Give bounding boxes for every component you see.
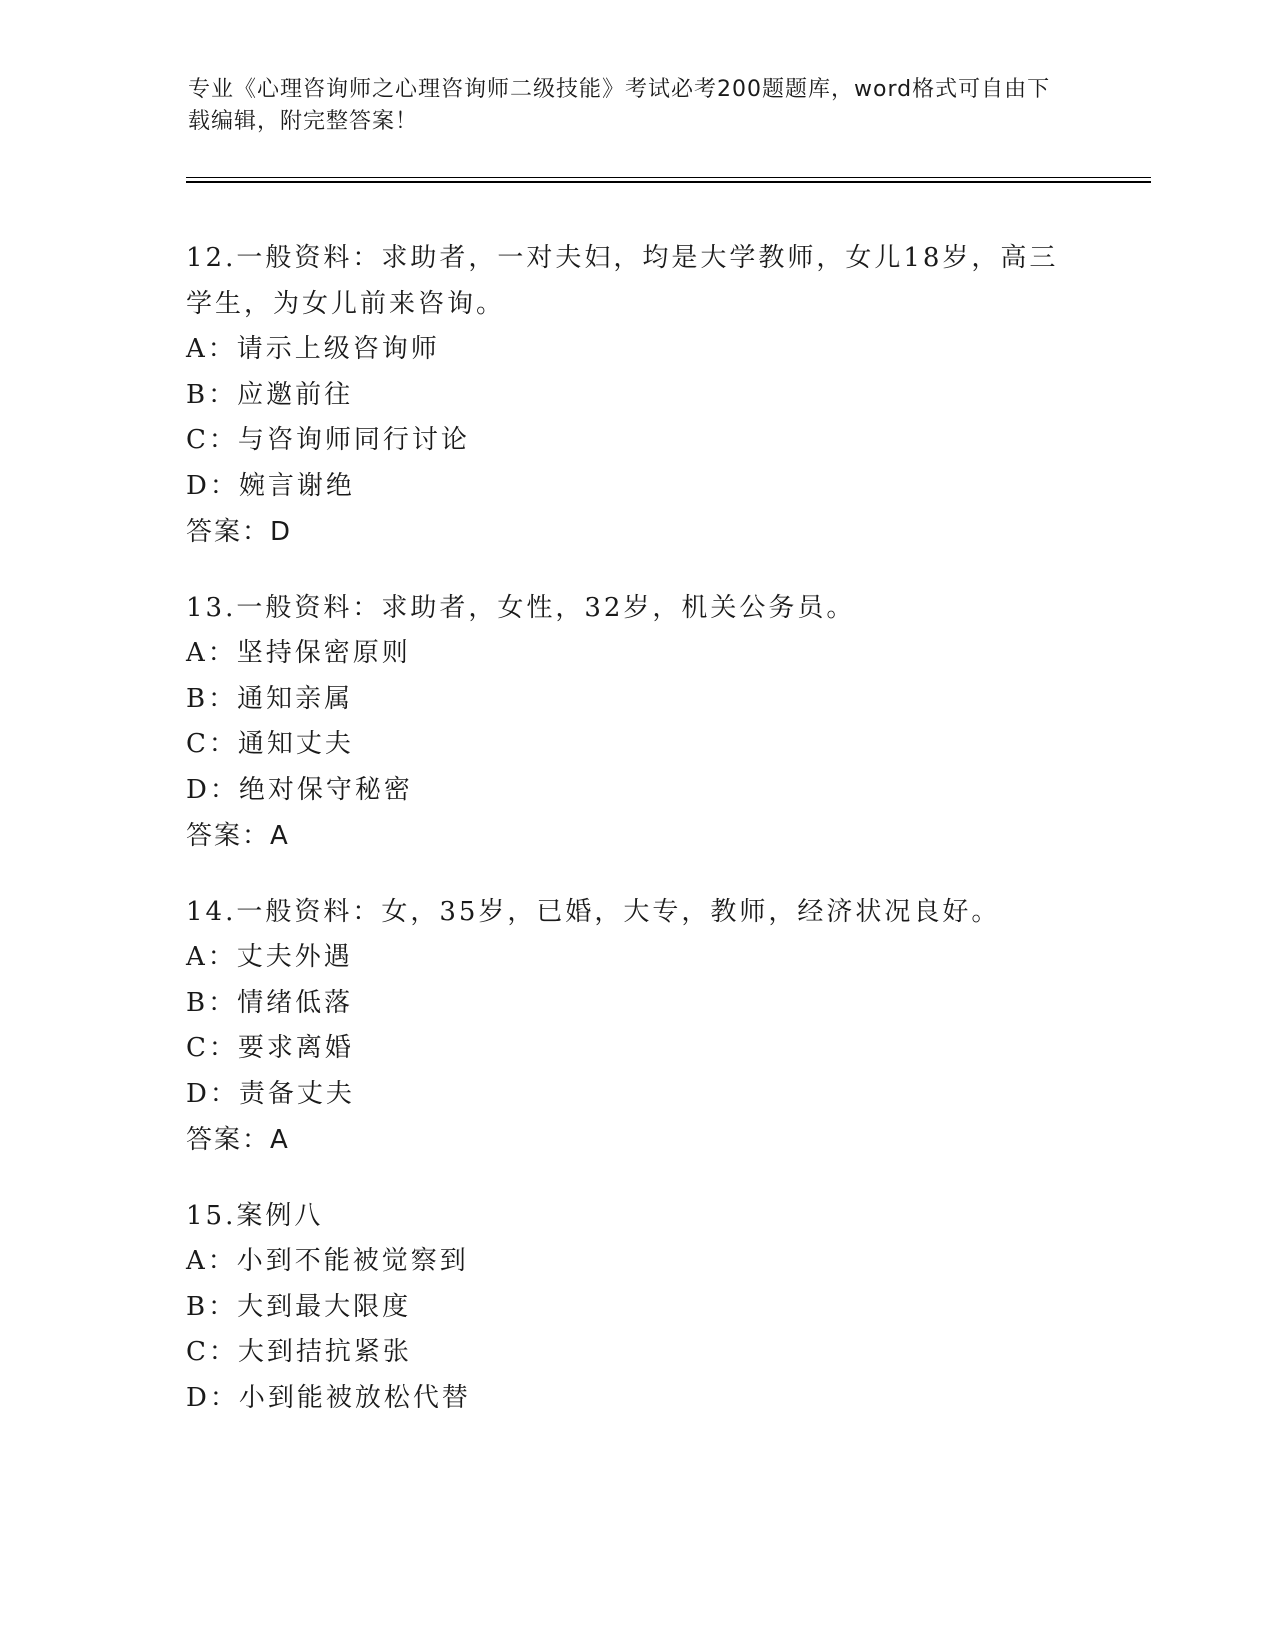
question-13 [186,585,1086,859]
question-list [186,235,1086,1451]
answer-label: 答案：A [186,1125,290,1155]
option-d: D：婉言谢绝 [186,470,355,501]
answer-label: 答案：A [186,821,290,851]
question-15 [186,1193,1086,1421]
question-12 [186,235,1086,555]
question-stem: 13.一般资料：求助者，女性，32岁，机关公务员。 [186,593,856,623]
question-stem: 14.一般资料：女，35岁，已婚，大专，教师，经济状况良好。 [186,897,1001,927]
option-a: A：丈夫外遇 [186,942,353,972]
option-d: D：责备丈夫 [186,1078,355,1109]
header-text: 专业《心理咨询师之心理咨询师二级技能》考试必考200题题库，word格式可自由下载编辑，附完整答案！ [188,77,1051,134]
option-d: D：绝对保守秘密 [186,774,413,805]
question-14 [186,889,1086,1163]
header-divider-bottom [186,181,1151,183]
question-stem: 12.一般资料：求助者，一对夫妇，均是大学教师，女儿18岁，高三学生，为女儿前来咨询。 [186,243,1059,319]
option-b: B：应邀前往 [186,379,354,410]
option-b: B：通知亲属 [186,683,354,714]
option-a: A：请示上级咨询师 [186,334,440,364]
option-b: B：情绪低落 [186,987,354,1018]
option-c: C：通知丈夫 [186,729,354,759]
option-c: C：大到拮抗紧张 [186,1337,412,1367]
option-c: C：与咨询师同行讨论 [186,425,470,455]
option-a: A：坚持保密原则 [186,638,411,668]
question-stem: 15.案例八 [186,1201,324,1231]
option-a: A：小到不能被觉察到 [186,1246,469,1276]
document-header [188,74,1068,138]
answer-label: 答案：D [186,517,293,547]
option-c: C：要求离婚 [186,1033,354,1063]
header-divider-top [186,177,1151,178]
option-b: B：大到最大限度 [186,1291,412,1322]
option-d: D：小到能被放松代替 [186,1382,471,1413]
